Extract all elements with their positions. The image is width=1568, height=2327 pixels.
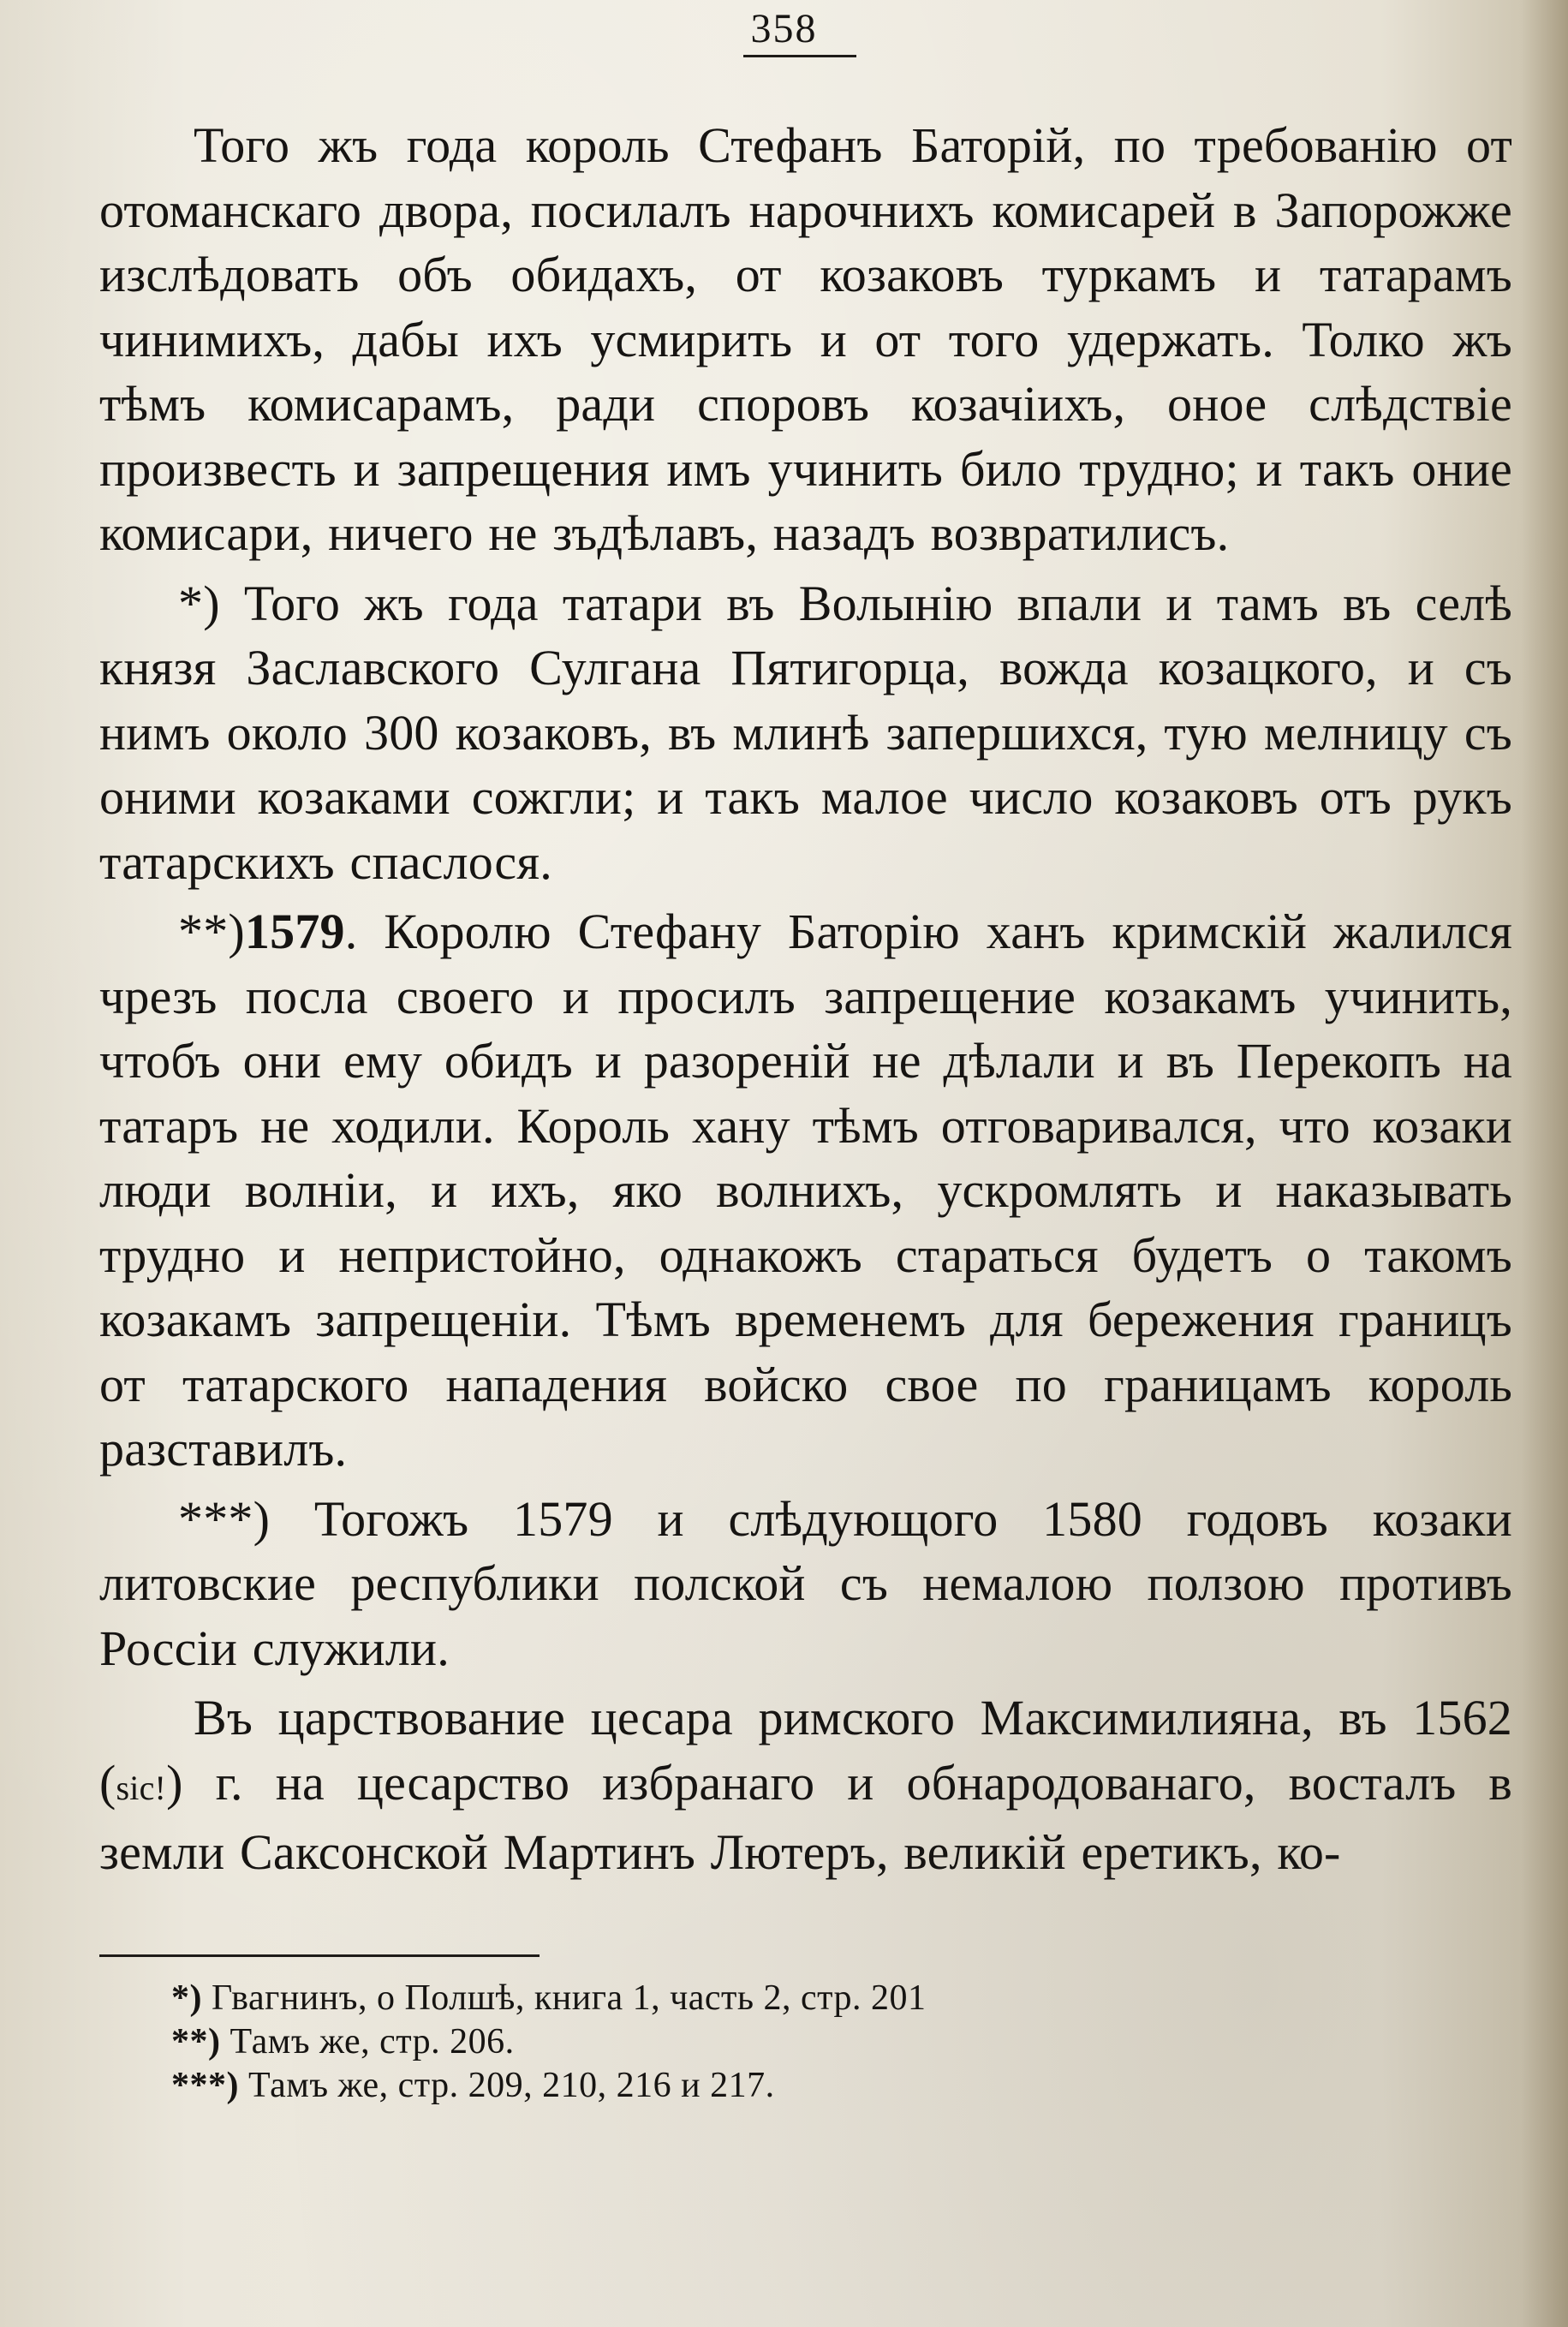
footnotes xyxy=(171,1977,1456,2108)
paragraph-body-end: ) г. на цесарство избранаго и обнародованаго, восталъ в земли Саксонской Мартинъ Лютеръ, великій еретикъ, ко- xyxy=(99,1754,1512,1880)
main-text xyxy=(99,113,1512,1890)
footnote-3 xyxy=(171,2064,1456,2108)
footnote-separator xyxy=(99,1954,540,1957)
footnote-ref-2: **) xyxy=(178,904,245,959)
paragraph-1579-khan-complaint xyxy=(99,899,1512,1482)
page-number: 358 xyxy=(750,6,818,51)
footnote-text: Тамъ же, стр. 209, 210, 216 и 217. xyxy=(248,2066,775,2105)
paragraph-lithuanian-cossacks: ***) Тогожъ 1579 и слѣдующого 1580 годовъ козаки литовские республики полской съ немалою ползою противъ Россіи служили. xyxy=(99,1490,1512,1676)
footnote-mark: *) xyxy=(171,1978,202,2018)
footnote-1 xyxy=(171,1977,1456,2020)
footnote-mark: **) xyxy=(171,2022,221,2061)
paragraph-body: . Королю Стефану Баторію ханъ кримскій жалился чрезъ посла своего и просилъ запрещение козакамъ учинить, чтобъ они ему обидъ и разореній не дѣлали и въ Перекопъ на татаръ не ходили. Король хану тѣмъ отговаривался, что козаки люди волніи, и ихъ, яко волнихъ, ускромлять и наказывать трудно и непристойно, однакожъ стараться будетъ о такомъ козакамъ запрещеніи. Тѣмъ временемъ для бережения границъ от татарского нападения войско свое по границамъ король разставилъ. xyxy=(99,904,1512,1477)
paragraph-body-start: Въ царствованиe цесара римского Максимилияна, въ 1562 ( xyxy=(99,1690,1512,1811)
sic-note: sic! xyxy=(116,1768,167,1807)
paragraph-luther xyxy=(99,1686,1512,1885)
footnote-text: Гвагнинъ, о Полшѣ, книга 1, часть 2, стр. 201 xyxy=(212,1978,927,2018)
paragraph-batory-commissioners: Того жъ года король Стефанъ Баторій, по требованію от отоманскаго двора, посилалъ нарочнихъ комисарей в Запорожже изслѣдовать объ обидахъ, от козаковъ туркамъ и татарамъ чинимихъ, дабы ихъ усмирить и от того удержать. Толко жъ тѣмъ комисарамъ, ради споровъ козачіихъ, оное слѣдствіе произвесть и запрещения имъ учинить било трудно; и такъ оние комисари, ничего не зъдѣлавъ, назадъ возвратилисъ. xyxy=(99,117,1512,561)
footnote-2 xyxy=(171,2020,1456,2064)
page-number-underline xyxy=(743,55,856,57)
footnote-text: Тамъ же, стр. 206. xyxy=(230,2022,515,2061)
footnote-mark: ***) xyxy=(171,2066,239,2105)
paragraph-tatar-raid-volhynia: *) Того жъ года татари въ Волынію впали и тамъ въ селѣ князя Заславского Сулгана Пятигорца, вожда козацкого, и съ нимъ около 300 козаковъ, въ млинѣ запершихся, тую мелницу съ оними козаками сожгли; и такъ малое число козаковъ отъ рукъ татарскихъ спаслося. xyxy=(99,575,1512,890)
year-label: 1579 xyxy=(244,904,345,959)
